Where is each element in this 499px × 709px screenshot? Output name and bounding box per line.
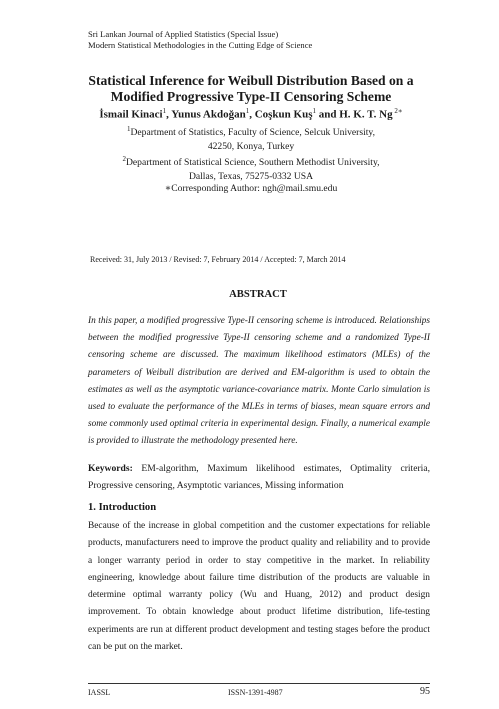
affiliation-2 <box>66 152 436 184</box>
affiliation-mark: 2 <box>122 155 126 163</box>
title-line-2: Modified Progressive Type-II Censoring Scheme <box>110 89 392 104</box>
abstract-heading: ABSTRACT <box>229 289 287 300</box>
introduction-paragraph: Because of the increase in global competition and the customer expectations for reliable products, manufacturers need to improve the product quality and reliability and to provide a longer warranty period in order to stay competitive in the market. In reliability engineering, knowledge about failure time distribution of the products are valuable in determine optimal warranty policy (Wu and Huang, 2012) and product design improvement. To obtain knowledge about product lifetime distribution, life-testing experiments are run at different product development and testing stages before the product can be put on the market. <box>88 521 430 653</box>
keywords-label: Keywords: <box>88 463 133 474</box>
submission-dates: Received: 31, July 2013 / Revised: 7, February 2014 / Accepted: 7, March 2014 <box>90 255 346 264</box>
affiliation-mark: 1 <box>127 125 131 133</box>
page-number: 95 <box>420 686 430 697</box>
author-separator: , <box>166 108 172 121</box>
author-affiliation-mark: 1 <box>245 107 250 115</box>
author-name: H. K. T. Ng <box>339 108 393 121</box>
author-name: Yunus Akdoğan <box>171 108 246 121</box>
corresponding-author: ∗Corresponding Author: ngh@mail.smu.edu <box>164 183 338 194</box>
abstract-text: In this paper, a modified progressive Type-II censoring scheme is introduced. Relationships between the modified progressive Type-II censoring scheme and a randomized Type-II censoring scheme are discussed. The maximum likelihood estimators (MLEs) of the parameters of Weibull distribution are derived and EM-algorithm is used to obtain the estimates as well as the asymptotic variance-covariance matrix. Monte Carlo simulation is used to evaluate the performance of the MLEs in terms of biases, mean square errors and some commonly used optimal criteria in experimental design. Finally, a numerical example is provided to illustrate the methodology presented here. <box>88 316 430 447</box>
affiliation-line: 42250, Konya, Turkey <box>207 141 295 153</box>
footer-publisher: IASSL <box>88 688 111 697</box>
author-name: İsmail Kinaci <box>99 108 163 121</box>
affiliation-line: Dallas, Texas, 75275-0332 USA <box>188 171 314 183</box>
affiliation-line: Department of Statistics, Faculty of Science, Selcuk University, <box>130 127 375 139</box>
author-name: Coşkun Kuş <box>254 108 313 121</box>
author-list <box>66 104 436 122</box>
author-affiliation-mark: 1 <box>162 107 167 115</box>
title-line-1: Statistical Inference for Weibull Distribution Based on a <box>88 73 414 88</box>
author-separator: , <box>249 108 255 121</box>
journal-subtitle: Modern Statistical Methodologies in the Cutting Edge of Science <box>88 40 313 50</box>
keywords-list: EM-algorithm, Maximum likelihood estimates, Optimality criteria, Progressive censoring, Asymptotic variances, Missing information <box>88 463 430 491</box>
section-heading: 1. Introduction <box>88 502 157 513</box>
footer-issn: ISSN-1391-4987 <box>228 688 283 697</box>
footer-rule <box>88 683 430 684</box>
author-affiliation-mark: 1 <box>312 107 316 115</box>
paper-title <box>66 73 436 105</box>
affiliation-line: Department of Statistical Science, Southern Methodist University, <box>125 157 380 169</box>
journal-header <box>88 29 312 51</box>
author-separator: and <box>316 108 340 121</box>
affiliation-1 <box>66 122 436 154</box>
journal-name: Sri Lankan Journal of Applied Statistics (Special Issue) <box>88 29 279 39</box>
author-affiliation-mark: 2∗ <box>392 107 403 115</box>
keywords <box>88 460 430 494</box>
